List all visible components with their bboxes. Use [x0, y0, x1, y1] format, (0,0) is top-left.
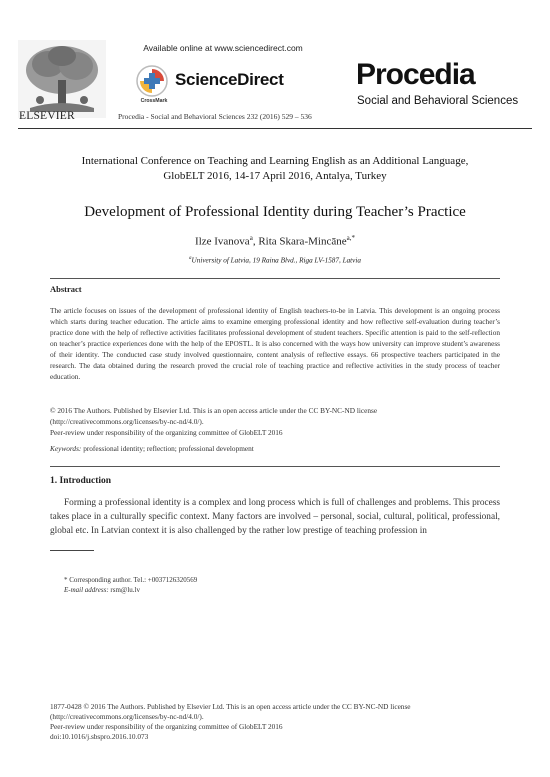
doi-link[interactable]: doi:10.1016/j.sbspro.2016.10.073	[50, 732, 149, 741]
author-affiliation	[30, 256, 520, 264]
journal-header	[0, 0, 550, 130]
license-link[interactable]: (http://creativecommons.org/licenses/by-nc-nd/4.0/).	[50, 417, 204, 426]
keywords-label: Keywords:	[50, 444, 82, 453]
email-label: E-mail address:	[64, 586, 109, 594]
journal-reference: Procedia - Social and Behavioral Sciences 232 (2016) 529 – 536	[118, 112, 312, 121]
abstract-body: The article focuses on issues of the development of professional identity of English teachers-to-be in Latvia. This development is an ongoing process which starts during teacher education. The article aims to examine emerging professional identity and how reflective self-evaluation during teacher’s practice done with the help of reflective activities facilitates professional development of student teachers. Specific attention is paid to the self-reflection on teacher’s practice experiences done with the help of the EPOSTL. It is also concerned with the ways how university can improve student’s awareness of their identity. The conducted case study involved questionnaire, content analysis of reflective essays. 66 prospective teachers participated in the research. The data obtained during the research proved the crucial role of teaching practice and reflective activities in the study process of teacher education.	[50, 306, 500, 381]
copyright-line: 1877-0428 © 2016 The Authors. Published by Elsevier Ltd. This is an open access article under the CC BY-NC-ND license	[50, 702, 411, 711]
footnote-divider	[50, 550, 94, 551]
introduction-heading: 1. Introduction	[50, 476, 112, 486]
conference-line-1: International Conference on Teaching and Learning English as an Additional Language,	[81, 155, 469, 167]
keywords-list: professional identity; reflection; professional development	[83, 444, 254, 453]
author-separator: ,	[252, 235, 259, 248]
email-link[interactable]: rsm@lu.lv	[110, 586, 140, 594]
elsevier-tree-logo	[18, 40, 106, 118]
conference-line-2: GlobELT 2016, 14-17 April 2016, Antalya, Turkey	[163, 170, 387, 182]
author-name: Ilze Ivanova	[195, 235, 250, 248]
email-line	[64, 585, 197, 595]
publisher-name: ELSEVIER	[19, 110, 75, 122]
header-divider	[18, 128, 532, 129]
introduction-body: Forming a professional identity is a complex and long process which is full of challenges and problems. This process takes place in a culturally specific context. Many factors are involved – personal, social, cultural, political, professional, global etc. In Latvian context it is also challenged by the rather low prestige of teaching profession in	[50, 498, 500, 536]
crossmark-label: CrossMark	[140, 98, 168, 104]
author-affiliation-marker: a	[249, 234, 253, 242]
author-affiliation-marker: a,*	[346, 234, 355, 242]
conference-info	[30, 154, 520, 184]
sciencedirect-brand: ScienceDirect	[175, 70, 284, 89]
abstract-heading: Abstract	[50, 284, 82, 294]
license-line-1: © 2016 The Authors. Published by Elsevier Ltd. This is an open access article under the CC BY-NC-ND license	[50, 406, 378, 415]
copyright-footer	[50, 702, 510, 742]
keywords	[50, 444, 500, 453]
procedia-subtitle: Social and Behavioral Sciences	[357, 95, 519, 107]
author-list	[30, 234, 520, 248]
affiliation-text: University of Latvia, 19 Raina Blvd., Riga LV-1587, Latvia	[191, 256, 361, 265]
footer-peer-review: Peer-review under responsibility of the organizing committee of GlobELT 2016	[50, 722, 283, 731]
crossmark-icon[interactable]	[135, 64, 169, 98]
author-name: Rita Skara-Mincāne	[258, 235, 347, 248]
abstract-top-divider	[50, 278, 500, 279]
affiliation-marker: a	[189, 256, 192, 261]
peer-review-line: Peer-review under responsibility of the organizing committee of GlobELT 2016	[50, 428, 283, 437]
corresponding-author: * Corresponding author. Tel.: +0037126320569	[64, 576, 198, 584]
procedia-title: Procedia	[356, 58, 475, 91]
footnote	[64, 575, 197, 595]
license-statement	[50, 405, 500, 438]
footer-license-link[interactable]: (http://creativecommons.org/licenses/by-nc-nd/4.0/).	[50, 712, 204, 721]
paper-title: Development of Professional Identity during Teacher’s Practice	[84, 204, 466, 220]
abstract-bottom-divider	[50, 466, 500, 467]
available-online-text[interactable]: Available online at www.sciencedirect.com	[143, 43, 303, 53]
